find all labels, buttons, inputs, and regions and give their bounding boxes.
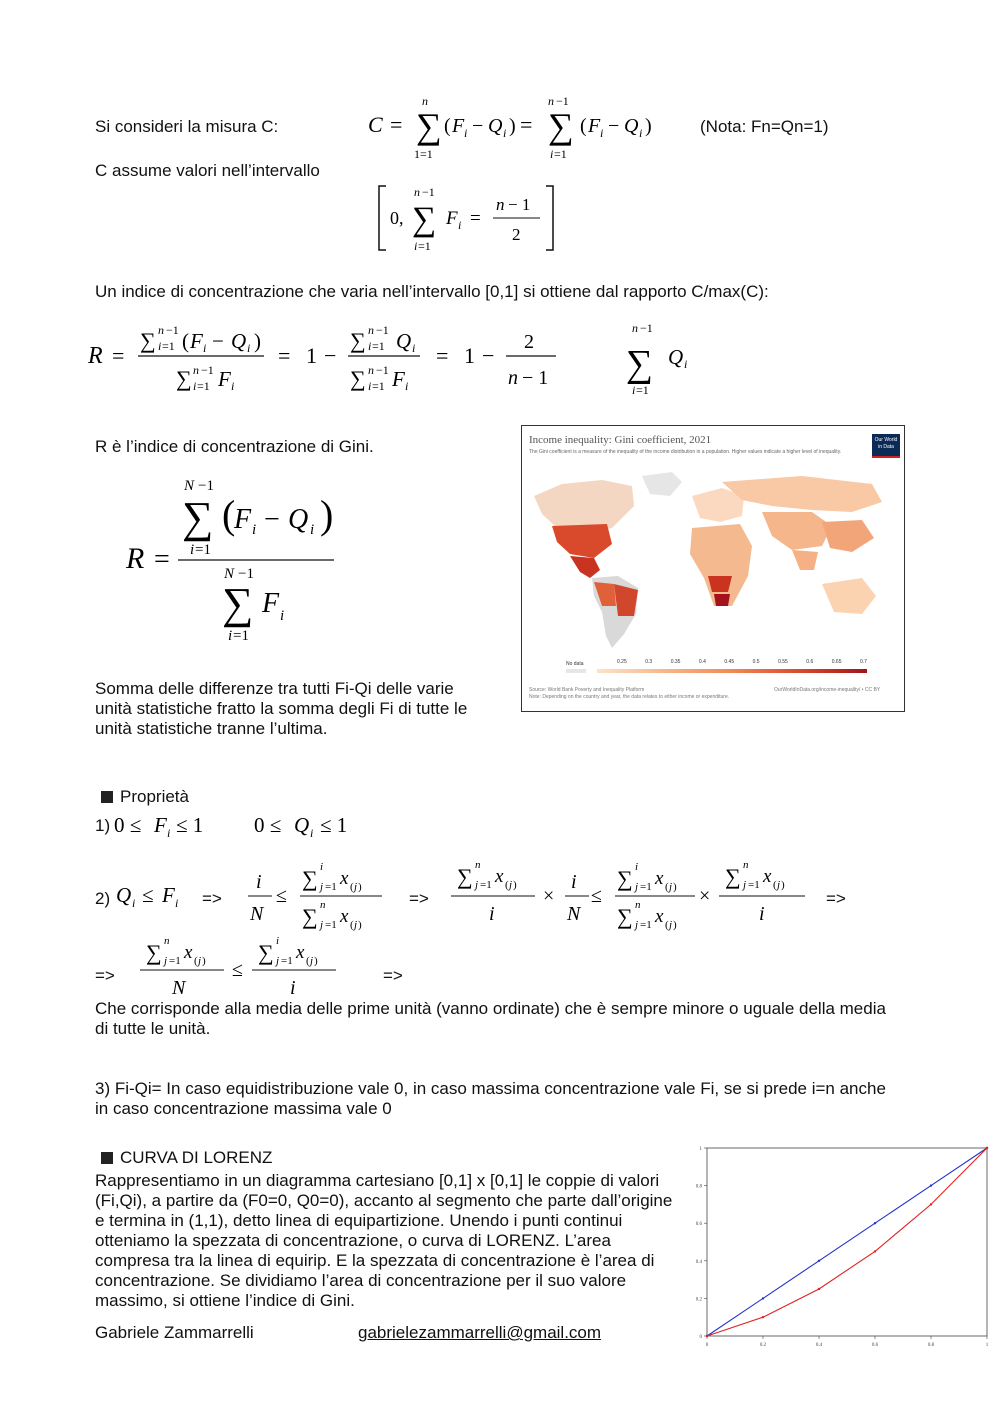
svg-text:×: × <box>699 885 711 907</box>
svg-text:(: ( <box>222 492 236 537</box>
svg-text:i: i <box>550 147 554 161</box>
svg-text:N: N <box>567 903 581 925</box>
svg-text:x: x <box>763 866 772 887</box>
svg-text:j: j <box>310 955 314 967</box>
gini-label: R è l’indice di concentrazione di Gini. <box>95 437 374 456</box>
svg-text:=1: =1 <box>281 955 293 967</box>
svg-text:F: F <box>234 504 252 535</box>
y-tick-label: 0.2 <box>695 1297 702 1303</box>
svg-text:i: i <box>368 339 372 353</box>
svg-text:1: 1 <box>464 343 475 368</box>
x-tick-label: 0.2 <box>759 1343 767 1348</box>
svg-text:−: − <box>212 329 224 353</box>
owid-logo <box>872 434 900 458</box>
formula-p1 <box>112 808 372 842</box>
svg-text:i: i <box>368 379 372 393</box>
svg-text:∑: ∑ <box>617 866 633 891</box>
svg-text:n: n <box>496 195 505 214</box>
legend-no-data: No data <box>566 661 584 667</box>
svg-text:): ) <box>254 329 261 353</box>
svg-text:n: n <box>164 935 170 947</box>
properties-heading-label: Proprietà <box>120 787 189 806</box>
lorenz-point <box>818 1288 820 1290</box>
formula-c <box>360 88 670 166</box>
svg-text:i: i <box>276 935 280 947</box>
p2-explanation: Che corrisponde alla media delle prime unità (vanno ordinate) che è sempre minore o uguale della media di tutte le unità. <box>95 999 886 1038</box>
scale-label: 0.65 <box>831 659 842 665</box>
svg-text:(: ( <box>665 919 669 931</box>
svg-text:i: i <box>280 608 285 624</box>
svg-text:2: 2 <box>512 225 521 244</box>
svg-text:=1: =1 <box>195 542 211 558</box>
svg-text:i: i <box>290 977 296 999</box>
svg-text:−1: −1 <box>376 363 389 377</box>
svg-text:F: F <box>452 115 465 137</box>
svg-text:j: j <box>509 879 513 891</box>
svg-text:(: ( <box>182 329 189 353</box>
intro-consider: Si consideri la misura C: <box>95 117 279 136</box>
svg-text:Q: Q <box>231 329 247 353</box>
svg-text:∑: ∑ <box>457 864 473 889</box>
y-tick-label: 0 <box>699 1335 702 1340</box>
svg-text:=1: =1 <box>197 379 210 393</box>
svg-text:(: ( <box>194 955 198 967</box>
svg-text:i: i <box>632 383 636 397</box>
intro-note: (Nota: Fn=Qn=1) <box>700 117 829 136</box>
svg-text:i: i <box>203 341 207 355</box>
svg-text:−1: −1 <box>640 321 653 335</box>
svg-text:1=1: 1=1 <box>414 147 433 161</box>
svg-text:F: F <box>154 813 167 837</box>
svg-text:0 ≤: 0 ≤ <box>254 813 282 837</box>
lorenz-chart <box>695 1140 995 1350</box>
svg-text:F: F <box>588 115 601 137</box>
equipartition-point <box>874 1222 876 1224</box>
svg-text:1: 1 <box>306 343 317 368</box>
svg-text:N: N <box>224 566 235 582</box>
svg-text:(: ( <box>444 115 451 137</box>
svg-text:≤: ≤ <box>276 885 287 907</box>
svg-text:j: j <box>669 919 673 931</box>
svg-text:Q: Q <box>488 115 503 137</box>
svg-text:=1: =1 <box>233 628 249 644</box>
equipartition-point <box>930 1184 932 1186</box>
p2-arrow-4: => <box>95 966 115 985</box>
formula-r-ratio <box>86 318 706 400</box>
svg-text:−: − <box>482 343 495 368</box>
svg-text:x: x <box>655 868 664 889</box>
p1-label: 1) <box>95 816 111 835</box>
svg-text:−1: −1 <box>238 566 254 582</box>
x-tick-label: 0.6 <box>871 1343 879 1348</box>
svg-text:=: = <box>390 112 403 137</box>
svg-text:∑: ∑ <box>548 106 574 146</box>
p2-arrow-1: => <box>202 889 222 908</box>
svg-text:j: j <box>354 919 358 931</box>
formula-p2-inequality <box>114 878 204 912</box>
svg-text:≤ 1: ≤ 1 <box>320 813 348 837</box>
svg-text:=1: =1 <box>169 955 181 967</box>
svg-text:−: − <box>324 343 337 368</box>
intro-range-label: C assume valori nell’intervallo <box>95 161 320 180</box>
svg-text:≤: ≤ <box>142 883 154 907</box>
email-link[interactable]: gabrielezammarrelli@gmail.com <box>358 1323 602 1342</box>
svg-text:N: N <box>250 903 264 925</box>
formula-p2-b <box>447 852 817 938</box>
svg-text:j: j <box>475 879 479 891</box>
x-tick-label: 0.8 <box>927 1343 935 1348</box>
svg-text:=1: =1 <box>325 919 337 931</box>
svg-text:×: × <box>543 885 555 907</box>
svg-text:(: ( <box>505 879 509 891</box>
svg-text:i: i <box>132 896 136 910</box>
logo-line-2: in Data <box>878 444 894 450</box>
lorenz-point <box>986 1147 988 1149</box>
svg-text:−1: −1 <box>198 478 214 494</box>
svg-text:): ) <box>673 881 677 893</box>
equipartition-point <box>762 1297 764 1299</box>
svg-text:i: i <box>639 126 643 140</box>
svg-text:=1: =1 <box>372 379 385 393</box>
svg-text:i: i <box>310 826 314 840</box>
svg-text:): ) <box>673 919 677 931</box>
svg-text:−: − <box>608 115 620 137</box>
map-credit: OurWorldInData.org/income-inequality/ • CC BY <box>774 687 881 693</box>
svg-text:−1: −1 <box>201 363 214 377</box>
svg-text:j: j <box>276 955 280 967</box>
svg-text:i: i <box>228 628 233 644</box>
svg-text:F: F <box>262 588 280 619</box>
map-subtitle: The Gini coefficient is a measure of the inequality of the income distribution in a population. Higher values indicate a higher level of inequality. <box>529 449 842 455</box>
svg-text:n: n <box>320 899 326 911</box>
svg-text:j: j <box>198 955 202 967</box>
svg-text:0 ≤: 0 ≤ <box>114 813 142 837</box>
svg-text:n: n <box>158 323 164 337</box>
svg-text:i: i <box>414 239 418 253</box>
svg-text:∑: ∑ <box>302 904 318 929</box>
properties-heading <box>101 787 189 807</box>
p2-arrow-5: => <box>383 966 403 985</box>
svg-text:i: i <box>190 542 195 558</box>
svg-text:∑: ∑ <box>176 366 192 391</box>
svg-text:n: n <box>632 321 638 335</box>
svg-text:Q: Q <box>288 504 309 535</box>
p3-text: 3) Fi-Qi= In caso equidistribuzione vale 0, in caso massima concentrazione vale Fi, se si prede i=n anche in caso concentrazione massima vale 0 <box>95 1079 886 1118</box>
svg-text:−1: −1 <box>422 185 435 199</box>
svg-text:=: = <box>520 112 533 137</box>
svg-text:(: ( <box>665 881 669 893</box>
svg-text:i: i <box>320 861 324 873</box>
chart-series <box>706 1147 988 1337</box>
legend-scale <box>617 659 867 665</box>
svg-text:∑: ∑ <box>140 328 156 353</box>
svg-text:): ) <box>202 955 206 967</box>
p2-label: 2) <box>95 889 111 908</box>
svg-text:∑: ∑ <box>412 201 437 238</box>
svg-text:j: j <box>164 955 168 967</box>
svg-text:∑: ∑ <box>626 343 654 385</box>
svg-text:n: n <box>368 323 374 337</box>
svg-text:≤: ≤ <box>232 959 243 981</box>
svg-text:(: ( <box>306 955 310 967</box>
svg-text:i: i <box>503 126 507 140</box>
svg-text:F: F <box>190 329 203 353</box>
svg-text:n: n <box>548 94 554 108</box>
world-map-shapes <box>522 466 904 656</box>
svg-text:j: j <box>320 881 324 893</box>
index-text: Un indice di concentrazione che varia nell’intervallo [0,1] si ottiene dal rapporto C/max(C): <box>95 282 769 301</box>
svg-text:j: j <box>669 881 673 893</box>
svg-text:=1: =1 <box>418 239 431 253</box>
svg-text:n: n <box>414 185 420 199</box>
svg-text:∑: ∑ <box>182 493 214 542</box>
svg-text:N: N <box>184 478 195 494</box>
svg-text:− 1: − 1 <box>522 367 549 389</box>
formula-interval <box>370 180 570 258</box>
svg-text:i: i <box>635 861 639 873</box>
svg-text:i: i <box>571 871 577 893</box>
y-tick-label: 0.4 <box>695 1259 702 1265</box>
formula-p2-c <box>136 930 346 1002</box>
svg-text:=: = <box>278 343 291 368</box>
svg-text:Q: Q <box>294 813 310 837</box>
svg-text:≤: ≤ <box>591 885 602 907</box>
svg-text:∑: ∑ <box>350 328 366 353</box>
formula-p2-a <box>244 852 394 938</box>
svg-text:(: ( <box>350 881 354 893</box>
svg-text:): ) <box>645 115 652 137</box>
svg-text:i: i <box>193 379 197 393</box>
svg-text:): ) <box>781 879 785 891</box>
x-tick-label: 1 <box>985 1343 989 1348</box>
equipartition-point <box>818 1260 820 1262</box>
svg-text:=1: =1 <box>162 339 175 353</box>
svg-text:N: N <box>172 977 186 999</box>
lorenz-point <box>930 1203 932 1205</box>
svg-text:j: j <box>320 919 324 931</box>
scale-label: 0.3 <box>645 659 653 665</box>
svg-text:n: n <box>743 859 749 871</box>
svg-text:): ) <box>513 879 517 891</box>
p2-arrow-3: => <box>826 889 846 908</box>
svg-text:=1: =1 <box>636 383 649 397</box>
svg-text:R: R <box>126 542 145 575</box>
svg-text:x: x <box>655 906 664 927</box>
svg-text:∑: ∑ <box>725 864 741 889</box>
svg-text:=1: =1 <box>480 879 492 891</box>
chart-axes <box>696 1147 989 1348</box>
logo-line-1: Our World <box>874 437 898 443</box>
svg-text:C: C <box>368 112 383 137</box>
y-tick-label: 0.8 <box>695 1184 702 1190</box>
svg-text:): ) <box>314 955 318 967</box>
scale-label: 0.35 <box>670 659 681 665</box>
y-tick-label: 1 <box>699 1147 702 1152</box>
scale-label: 0.7 <box>859 659 867 665</box>
lorenz-heading-label: CURVA DI LORENZ <box>120 1148 273 1167</box>
svg-text:n: n <box>475 859 481 871</box>
legend-no-data-swatch <box>566 669 586 673</box>
svg-text:=: = <box>112 343 125 368</box>
svg-text:∑: ∑ <box>258 940 274 965</box>
svg-text:j: j <box>743 879 747 891</box>
svg-text:F: F <box>446 208 458 229</box>
svg-text:=1: =1 <box>640 919 652 931</box>
svg-text:i: i <box>158 339 162 353</box>
svg-text:=1: =1 <box>554 147 567 161</box>
svg-text:=1: =1 <box>748 879 760 891</box>
svg-text:−1: −1 <box>166 323 179 337</box>
svg-text:i: i <box>167 826 171 840</box>
svg-text:(: ( <box>580 115 587 137</box>
svg-text:n: n <box>635 899 641 911</box>
svg-text:i: i <box>684 357 688 371</box>
svg-text:j: j <box>635 881 639 893</box>
svg-text:−1: −1 <box>556 94 569 108</box>
svg-text:Q: Q <box>668 345 684 369</box>
svg-text:n: n <box>193 363 199 377</box>
svg-text:∑: ∑ <box>222 579 254 628</box>
svg-text:2: 2 <box>524 331 534 353</box>
x-tick-label: 0 <box>705 1343 709 1348</box>
svg-text:i: i <box>231 379 235 393</box>
svg-text:Q: Q <box>396 329 412 353</box>
scale-label: 0.5 <box>752 659 760 665</box>
svg-text:): ) <box>509 115 516 137</box>
svg-text:≤ 1: ≤ 1 <box>176 813 204 837</box>
svg-text:i: i <box>405 379 409 393</box>
p2-arrow-2: => <box>409 889 429 908</box>
scale-label: 0.25 <box>617 659 627 665</box>
svg-text:i: i <box>310 522 315 538</box>
lorenz-point <box>706 1335 708 1337</box>
svg-text:): ) <box>358 919 362 931</box>
svg-text:i: i <box>458 218 462 232</box>
svg-text:∑: ∑ <box>146 940 162 965</box>
x-tick-label: 0.4 <box>815 1343 823 1348</box>
lorenz-heading <box>101 1148 272 1168</box>
svg-text:j: j <box>635 919 639 931</box>
svg-text:): ) <box>320 492 334 537</box>
lorenz-point <box>874 1250 876 1252</box>
svg-text:n: n <box>368 363 374 377</box>
svg-text:F: F <box>162 883 175 907</box>
svg-text:=1: =1 <box>325 881 337 893</box>
svg-text:j: j <box>354 881 358 893</box>
svg-text:0,: 0, <box>390 208 404 228</box>
gini-world-map <box>521 425 905 712</box>
svg-text:=: = <box>436 343 449 368</box>
svg-text:x: x <box>340 906 349 927</box>
svg-text:(: ( <box>773 879 777 891</box>
legend-gradient <box>597 669 867 673</box>
svg-text:i: i <box>247 341 251 355</box>
svg-text:∑: ∑ <box>350 366 366 391</box>
svg-text:n: n <box>508 367 518 389</box>
equipartition-line <box>707 1148 987 1336</box>
svg-text:x: x <box>296 942 305 963</box>
gini-description: Somma delle differenze tra tutti Fi-Qi delle varie unità statistiche fratto la somma degli Fi di tutte le unità statistiche tranne l’ultima. <box>95 679 468 738</box>
svg-text:=: = <box>154 544 170 575</box>
scale-label: 0.6 <box>806 659 814 665</box>
map-title: Income inequality: Gini coefficient, 2021 <box>529 434 712 446</box>
svg-text:(: ( <box>350 919 354 931</box>
svg-text:i: i <box>252 522 257 538</box>
bullet-icon <box>101 1152 113 1164</box>
svg-text:−: − <box>472 115 484 137</box>
svg-text:Q: Q <box>116 883 132 907</box>
svg-text:∑: ∑ <box>302 866 318 891</box>
formula-gini <box>120 472 350 650</box>
svg-text:−1: −1 <box>376 323 389 337</box>
svg-text:∑: ∑ <box>617 904 633 929</box>
svg-text:n: n <box>422 94 428 108</box>
svg-text:i: i <box>489 903 495 925</box>
svg-text:−: − <box>264 504 280 535</box>
svg-text:− 1: − 1 <box>508 195 531 214</box>
svg-text:i: i <box>464 126 468 140</box>
svg-text:j: j <box>777 879 781 891</box>
svg-text:=1: =1 <box>372 339 385 353</box>
svg-text:R: R <box>88 343 103 369</box>
map-note: Note: Depending on the country and year, the data relates to either income or expenditure. <box>529 694 730 700</box>
svg-text:x: x <box>340 868 349 889</box>
scale-label: 0.55 <box>778 659 788 665</box>
y-tick-label: 0.6 <box>695 1222 702 1228</box>
svg-text:i: i <box>412 341 416 355</box>
svg-text:i: i <box>256 871 262 893</box>
lorenz-text: Rappresentiamo in un diagramma cartesiano [0,1] x [0,1] le coppie di valori (Fi,Qi), a partire da (F0=0, Q0=0), accanto al segmento che parte dall’origine e termina in (1,1), detto linea di equipartizione. Unendo i punti continui otteniamo la spezzata di concentrazione, o curva di LORENZ. L’area compresa tra la linea di equirip. E la spezzata di concentrazione è l’area di concentrazione. Se dividiamo l’area di concentrazione per il suo valore massimo, si ottiene l’indice di Gini. <box>95 1171 673 1310</box>
svg-text:=: = <box>470 208 481 229</box>
lorenz-point <box>762 1316 764 1318</box>
svg-text:i: i <box>175 896 179 910</box>
svg-text:x: x <box>495 866 504 887</box>
svg-text:Q: Q <box>624 115 639 137</box>
svg-text:x: x <box>184 942 193 963</box>
map-source: Source: World Bank Poverty and Inequality Platform <box>529 687 645 693</box>
svg-text:∑: ∑ <box>416 106 442 146</box>
scale-label: 0.4 <box>698 659 706 665</box>
svg-text:F: F <box>218 367 231 391</box>
svg-text:i: i <box>600 126 604 140</box>
svg-text:F: F <box>392 367 405 391</box>
author-name: Gabriele Zammarrelli <box>95 1323 254 1342</box>
bullet-icon <box>101 791 113 803</box>
scale-label: 0.45 <box>724 659 735 665</box>
svg-text:): ) <box>358 881 362 893</box>
svg-text:=1: =1 <box>640 881 652 893</box>
svg-text:i: i <box>759 903 765 925</box>
